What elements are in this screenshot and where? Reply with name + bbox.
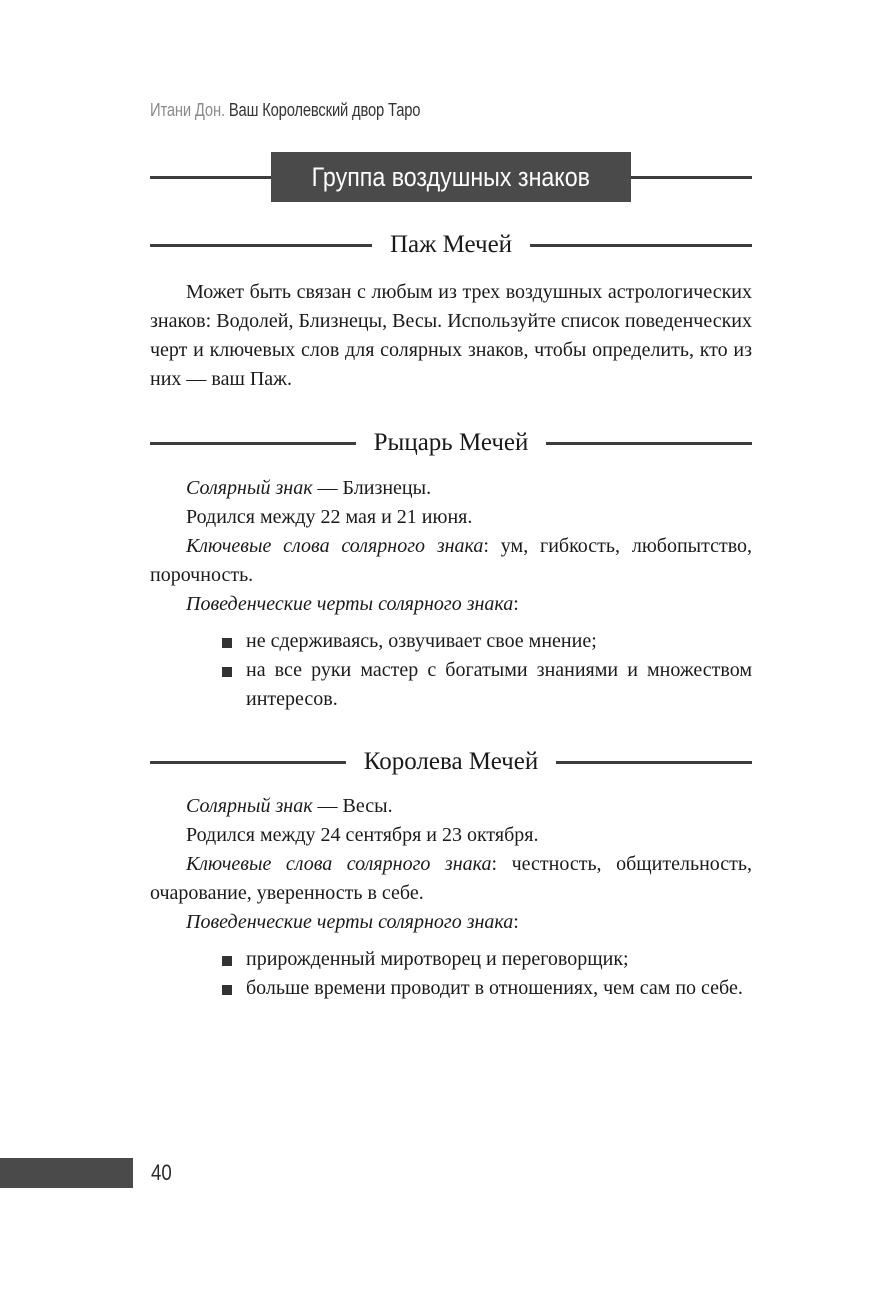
- traits-label: Поведенческие черты солярного знака: [186, 911, 514, 933]
- section-rule-right: [530, 244, 752, 247]
- sign-value: — Весы.: [312, 795, 393, 817]
- square-bullet-icon: [222, 667, 232, 677]
- trait-text: на все руки мастер с богатыми знаниями и множеством интересов.: [246, 659, 752, 710]
- keywords-label: Ключевые слова солярного знака: [186, 853, 492, 875]
- sign-line: [150, 792, 752, 821]
- section-heading-queen: [150, 744, 752, 780]
- running-head: [150, 100, 420, 121]
- list-item: [246, 945, 752, 974]
- list-item: [246, 656, 752, 714]
- list-item: [246, 974, 752, 1003]
- group-header-left-rule: [150, 176, 271, 179]
- section-heading-page: [150, 227, 752, 263]
- traits-list: [150, 945, 752, 1003]
- keywords-value: : ум, гибкость, любопытство, порочность.: [150, 535, 752, 586]
- section-title: Паж Мечей: [389, 231, 513, 258]
- group-title-box: [271, 152, 631, 202]
- trait-text: не сдерживаясь, озвучивает свое мнение;: [246, 630, 597, 652]
- section-title: Королева Мечей: [363, 748, 539, 775]
- group-header-right-rule: [631, 176, 752, 179]
- trait-text: прирожденный миротворец и переговорщик;: [246, 948, 629, 970]
- born-line: Родился между 22 мая и 21 июня.: [186, 506, 473, 528]
- keywords-line: [150, 532, 752, 590]
- section-rule-right: [556, 761, 752, 764]
- section-heading-knight: [150, 425, 752, 461]
- section-body-queen: [150, 792, 752, 1003]
- page-number: 40: [151, 1160, 172, 1185]
- sign-line: [150, 474, 752, 503]
- sign-value: — Близнецы.: [312, 477, 432, 499]
- running-head-book-title: Ваш Королевский двор Таро: [228, 100, 421, 120]
- section-body-page: [150, 278, 752, 394]
- section-rule-left: [150, 244, 372, 247]
- group-title: Группа воздушных знаков: [311, 161, 591, 192]
- trait-text: больше времени проводит в отношениях, чем сам по себе.: [246, 977, 743, 999]
- list-item: [246, 627, 752, 656]
- born-line: Родился между 24 сентября и 23 октября.: [186, 824, 539, 846]
- sign-label: Солярный знак: [186, 795, 313, 817]
- square-bullet-icon: [222, 638, 232, 648]
- traits-list: [150, 627, 752, 714]
- traits-colon: :: [513, 911, 519, 933]
- keywords-line: [150, 850, 752, 908]
- traits-line: [150, 590, 752, 619]
- running-head-author: Итани Дон.: [150, 100, 225, 120]
- keywords-label: Ключевые слова солярного знака: [186, 535, 484, 557]
- section-title: Рыцарь Мечей: [373, 429, 529, 456]
- section-body-knight: [150, 474, 752, 714]
- keywords-value: : честность, общительность, очарование, уверенность в себе.: [150, 853, 753, 904]
- square-bullet-icon: [222, 985, 232, 995]
- traits-colon: :: [513, 593, 519, 615]
- traits-label: Поведенческие черты солярного знака: [186, 593, 514, 615]
- paragraph: Может быть связан с любым из трех воздушных астрологических знаков: Водолей, Близнецы, Весы. Используйте список поведенческих черт и ключевых слов для солярных знаков, чтобы определить, кто из них — ваш Паж.: [150, 281, 752, 390]
- section-rule-left: [150, 761, 346, 764]
- square-bullet-icon: [222, 956, 232, 966]
- section-rule-right: [546, 442, 752, 445]
- footer-bar: [0, 1158, 133, 1188]
- sign-label: Солярный знак: [186, 477, 313, 499]
- section-rule-left: [150, 442, 356, 445]
- group-header: [150, 152, 752, 202]
- traits-line: [150, 908, 752, 937]
